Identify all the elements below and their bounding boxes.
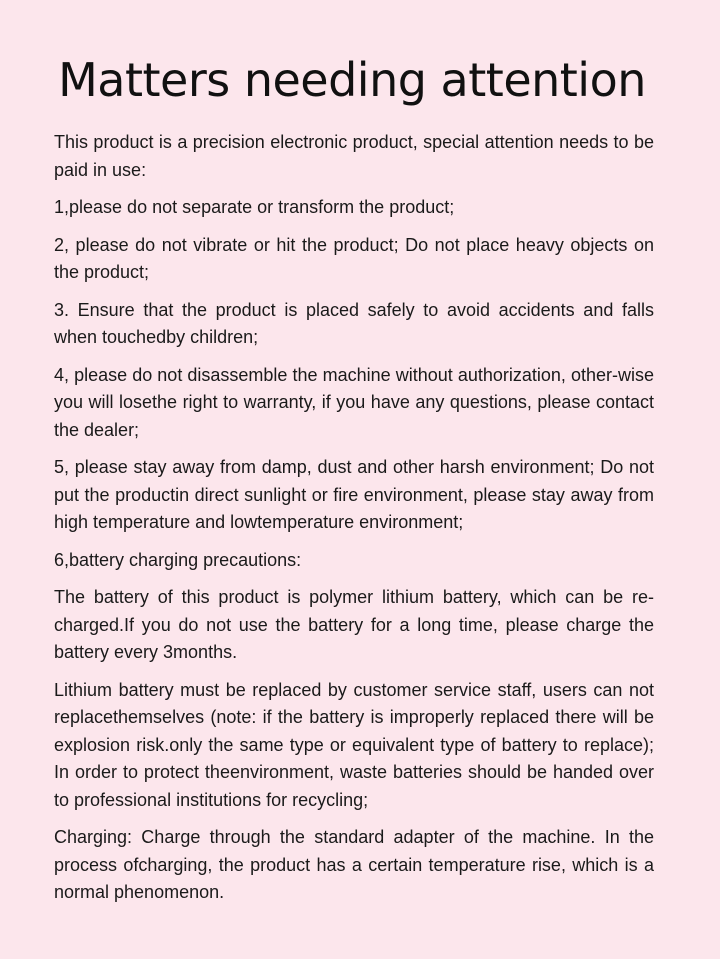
intro-paragraph: This product is a precision electronic product, special attention needs to be paid in use: <box>54 132 654 180</box>
battery-paragraph: The battery of this product is polymer lithium battery, which can be re-charged.If you do not use the battery for a long time, please charge the battery every 3months. <box>54 587 654 662</box>
charging-paragraph: Charging: Charge through the standard adapter of the machine. In the process ofcharging, the product has a certain temperature rise, which is a normal phenomenon. <box>54 827 654 902</box>
precaution-item-1: 1,please do not separate or transform the product; <box>54 197 455 217</box>
precaution-item-2: 2, please do not vibrate or hit the product; Do not place heavy objects on the product; <box>54 234 654 282</box>
precaution-item-4: 4, please do not disassemble the machine without authorization, other-wise you will losethe right to warranty, if you have any questions, please contact the dealer; <box>54 364 654 440</box>
precaution-item-6: 6,battery charging precautions: <box>54 549 302 570</box>
precaution-item-5: 5, please stay away from damp, dust and other harsh environment; Do not put the productin direct sunlight or fire environment, please stay away from high temperature and lowtemperature environment; <box>54 457 654 532</box>
page-title: Matters needing attention <box>58 53 646 107</box>
precaution-item-3: 3. Ensure that the product is placed safely to avoid accidents and falls when touchedby children; <box>54 299 654 347</box>
battery-replacement-paragraph: Lithium battery must be replaced by customer service staff, users can not replacethemselves (note: if the battery is improperly replaced there will be explosion risk.only the same type or equivalent type of battery to replace); In order to protect theenvironment, waste batteries should be handed over to professional institutions for recycling; <box>54 679 654 810</box>
document-body <box>54 129 654 907</box>
